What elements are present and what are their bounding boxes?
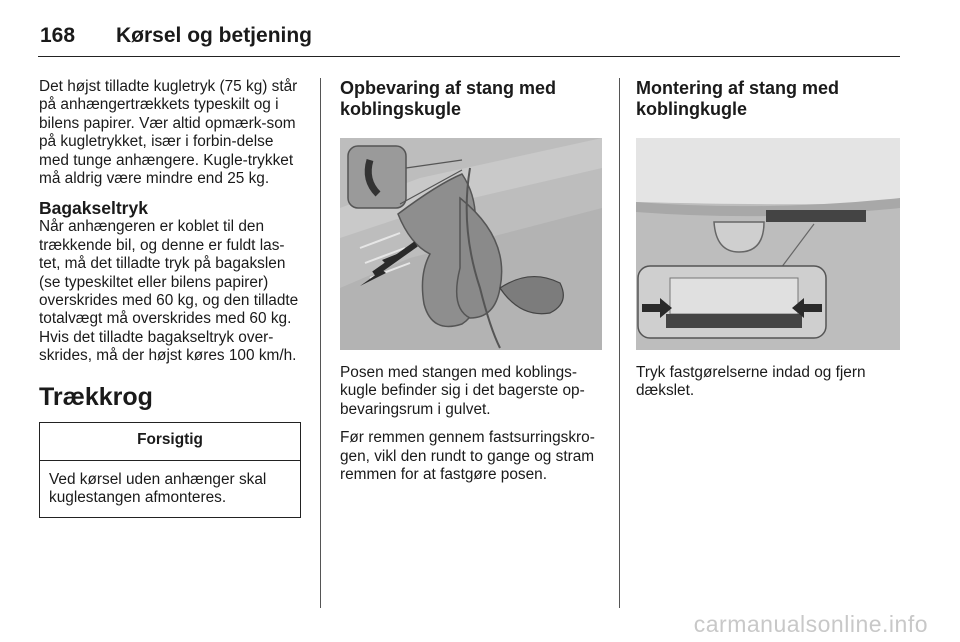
watermark: carmanualsonline.info	[693, 611, 928, 637]
caution-box	[39, 422, 301, 518]
page-number: 168	[40, 24, 76, 47]
caution-title: Forsigtig	[40, 423, 300, 460]
section-heading-montering: Montering af stang med koblingkugle	[636, 78, 840, 119]
intro-paragraph: Det højst tilladte kugletryk (75 kg) står på anhængertrækkets typeskilt og i bilens papirer. Vær altid opmærk-som på kugletrykket, især i forbin-delse med tunge anhængere. Kugle-trykket må aldrig være mindre end 25 kg.	[39, 78, 298, 188]
page-header	[38, 14, 900, 57]
column-divider	[619, 78, 620, 608]
column-1	[39, 78, 305, 518]
bagakseltryk-paragraph: Når anhængeren er koblet til den trækkende bil, og denne er fuldt las-tet, må det tilladte tryk på bagakslen (se typeskiltet eller bilens papirer) overskrides med 60 kg, og den tilladte totalvægt må overskrides med 60 kg. Hvis det tilladte bagakseltryk over-skrides, må der højst køres 100 km/h.	[39, 218, 299, 365]
chapter-title: Kørsel og betjening	[116, 24, 313, 47]
bumper-illustration-svg	[636, 138, 900, 350]
section-heading-bagakseltryk: Bagakseltryk	[39, 198, 148, 219]
opbevaring-caption-2: Før remmen gennem fastsurringskro-gen, vikl den rundt to gange og stram remmen for at fastgøre posen.	[340, 429, 595, 484]
column-divider	[320, 78, 321, 608]
opbevaring-caption-1: Posen med stangen med koblings-kugle befinder sig i det bagerste op-bevaringsrum i gulvet.	[340, 364, 585, 418]
bag-illustration	[340, 138, 602, 350]
caution-text: Ved kørsel uden anhænger skal kuglestangen afmonteres.	[49, 470, 267, 506]
bag-illustration-svg	[340, 138, 602, 350]
chapter-heading-traekkrog: Trækkrog	[39, 382, 153, 411]
section-heading-opbevaring: Opbevaring af stang med koblingskugle	[340, 78, 557, 119]
montering-caption: Tryk fastgørelserne indad og fjern dækslet.	[636, 364, 866, 400]
column-2	[340, 78, 602, 494]
bumper-illustration	[636, 138, 900, 350]
column-3	[636, 78, 900, 411]
